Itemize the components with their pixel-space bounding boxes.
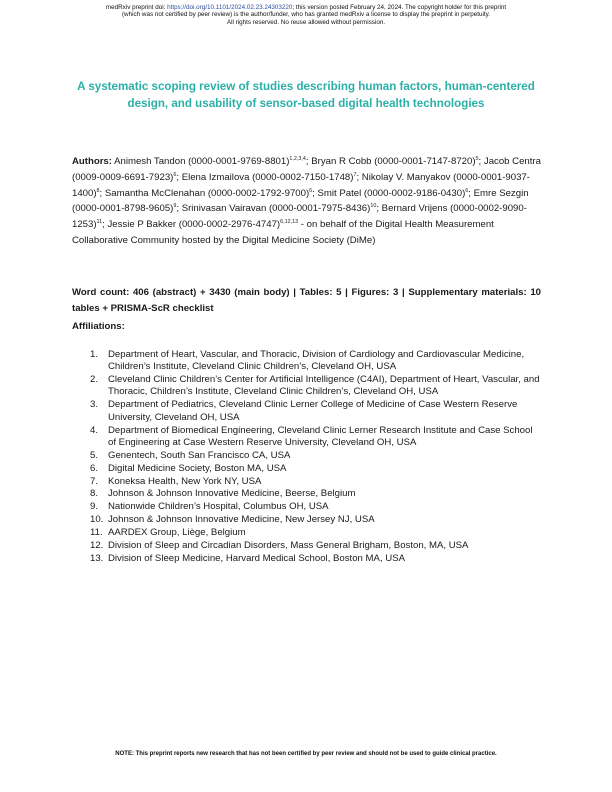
affiliation-item xyxy=(90,374,542,399)
affiliation-number: 5. xyxy=(90,449,99,461)
affiliation-item xyxy=(90,476,542,488)
author-affiliation-marker: 11 xyxy=(96,219,103,226)
author-orcid: (0000-0001-7975-8436) xyxy=(266,203,371,215)
author-orcid: (0000-0002-9186-0430) xyxy=(361,187,466,199)
affiliation-item xyxy=(90,553,542,565)
preprint-footer-note: NOTE: This preprint reports new research that has not been certified by peer review and should not be used to guide clinical practice. xyxy=(115,751,497,757)
affiliation-number: 9. xyxy=(90,501,99,513)
affiliation-number: 2. xyxy=(90,374,99,386)
affiliation-text: Department of Biomedical Engineering, Cleveland Clinic Lerner Research Institute and Case School of Engineering at Case Western Reserve University, Cleveland OH, USA xyxy=(108,424,533,448)
affiliation-text: Division of Sleep Medicine, Harvard Medical School, Boston MA, USA xyxy=(108,552,406,564)
author-name: Smit Patel xyxy=(317,187,362,199)
affiliation-number: 6. xyxy=(90,462,99,474)
author-affiliation-marker: 6 xyxy=(173,171,177,178)
affiliation-number: 7. xyxy=(90,475,99,487)
author-entry xyxy=(311,156,478,167)
author-name: Samantha McClenahan xyxy=(104,187,206,199)
author-name: Jessie P Bakker xyxy=(107,219,177,231)
author-name: Nikolay V. Manyakov xyxy=(361,171,451,183)
affiliation-number: 12. xyxy=(90,539,104,551)
affiliation-number: 4. xyxy=(90,424,99,436)
affiliation-item xyxy=(90,527,542,539)
author-orcid: (0000-0002-9090-1253) xyxy=(72,203,527,231)
affiliation-item xyxy=(90,463,542,475)
authors-block xyxy=(72,154,542,249)
author-affiliation-marker: 7 xyxy=(353,171,357,178)
author-entry xyxy=(318,188,469,199)
authors-label: Authors: xyxy=(72,156,112,167)
affiliation-number: 11. xyxy=(90,527,103,539)
affiliation-item xyxy=(90,514,542,526)
author-entry xyxy=(108,219,299,230)
header-line-1 xyxy=(0,4,612,11)
affiliation-text: Nationwide Children’s Hospital, Columbus OH, USA xyxy=(108,501,329,513)
doi-link[interactable]: https://doi.org/10.1101/2024.02.23.24303220 xyxy=(167,4,293,11)
affiliation-number: 8. xyxy=(90,488,99,500)
author-affiliation-marker: 9 xyxy=(173,203,177,210)
affiliation-text: Koneksa Health, New York NY, USA xyxy=(108,475,262,487)
header-line-3: All rights reserved. No reuse allowed without permission. xyxy=(226,18,386,26)
affiliation-item xyxy=(90,540,542,552)
affiliation-text: Department of Pediatrics, Cleveland Clinic Lerner College of Medicine of Case Western Reserve University, Cleveland OH, USA xyxy=(108,399,518,423)
author-affiliation-marker: 6,12,13 xyxy=(280,219,299,226)
author-affiliation-marker: 6 xyxy=(309,187,313,194)
affiliation-text: Digital Medicine Society, Boston MA, USA xyxy=(108,462,287,474)
affiliation-number: 13. xyxy=(90,552,104,564)
affiliation-text: Johnson & Johnson Innovative Medicine, New Jersey NJ, USA xyxy=(108,514,375,526)
author-orcid: (0000-0001-9037-1400) xyxy=(72,171,530,199)
paper-title: A systematic scoping review of studies describing human factors, human-centered design, and usability of sensor-based digital health technologies xyxy=(77,80,535,110)
affiliation-item xyxy=(90,349,542,374)
header-line-1-rest: ; this version posted February 24, 2024. The copyright holder for this preprint xyxy=(292,4,507,11)
author-name: Bernard Vrijens xyxy=(381,203,448,215)
affiliation-item xyxy=(90,450,542,462)
author-name: Emre Sezgin xyxy=(473,187,529,199)
author-orcid: (0009-0009-6691-7923) xyxy=(72,171,174,183)
author-name: Srinivasan Vairavan xyxy=(181,203,267,215)
author-orcid: (0000-0002-7150-1748) xyxy=(249,171,354,183)
affiliation-text: Department of Heart, Vascular, and Thoracic, Division of Cardiology and Cardiovascular Medicine, Children’s Institute, Cleveland Clinic Children’s, Cleveland OH, USA xyxy=(108,349,525,373)
author-affiliation-marker: 8 xyxy=(96,187,100,194)
author-list: Animesh Tandon $(0000-0001-9769-8801)^{1,2,3,4}$; Bryan R Cobb $(0000-0001-7147-8720)^5$; Jacob Centra $(0009-0009-6691-7923)^6$; Elena Izmailova $(0000-0002-7150-1748)^7$; Nikolay V. Manyakov $(0000-0001-9037-1400)^8$; Samantha McClenahan $(0000-0002-1792-9700)^6$; Smit Patel $(0000-0002-9186-0430)^6$; Emre Sezgin $(0000-0001-8798-9605)^9$; Srinivasan Vairavan $(0000-0001-7975-8436)^{10}$; Bernard Vrijens $(0000-0002-9090-1253)^{11}$; Jessie P Bakker $(0000-0002-2976-4747)^{6,12,13}$ xyxy=(72,156,541,231)
author-name: Jacob Centra xyxy=(483,156,541,167)
author-orcid: (0000-0002-2976-4747) xyxy=(176,219,281,231)
affiliation-number: 3. xyxy=(90,399,99,411)
author-entry xyxy=(114,156,306,167)
affiliation-item xyxy=(90,425,542,450)
affiliation-text: AARDEX Group, Liège, Belgium xyxy=(108,527,246,539)
author-entry xyxy=(105,188,312,199)
author-affiliation-marker: 6 xyxy=(465,187,469,194)
author-entry xyxy=(182,203,377,214)
author-affiliation-marker: 10 xyxy=(370,203,377,210)
affiliations-heading: Affiliations: xyxy=(72,321,125,332)
affiliation-item xyxy=(90,501,542,513)
affiliations-list xyxy=(90,349,542,566)
author-entry xyxy=(182,172,357,183)
author-orcid: (0000-0001-8798-9605) xyxy=(72,203,174,215)
author-orcid: (0000-0002-1792-9700) xyxy=(205,187,310,199)
affiliation-text: Johnson & Johnson Innovative Medicine, Beerse, Belgium xyxy=(108,488,356,500)
author-affiliation-marker: 1,2,3,4 xyxy=(289,156,306,162)
author-name: Bryan R Cobb xyxy=(311,156,372,167)
header-line-2: (which was not certified by peer review) is the author/funder, who has granted medRxiv a license to display the preprint in perpetuity. xyxy=(121,11,491,19)
affiliation-number: 1. xyxy=(90,349,99,360)
preprint-header xyxy=(0,4,612,26)
word-count: Word count: 406 (abstract) + 3430 (main body) | Tables: 5 | Figures: 3 | Supplementary materials: 10 tables + PRISMA-ScR checklist xyxy=(72,287,541,314)
affiliation-item xyxy=(90,488,542,500)
affiliation-text: Genentech, South San Francisco CA, USA xyxy=(108,449,291,461)
author-orcid: (0000-0001-9769-8801) xyxy=(185,156,290,167)
authors-note: - on behalf of the Digital Health Measurement Collaborative Community hosted by the Digital Medicine Society (DiMe) xyxy=(72,219,494,246)
affiliation-text: Cleveland Clinic Children’s Center for Artificial Intelligence (C4AI), Department of Heart, Vascular, and Thoracic, Children’s Institute, Cleveland Clinic Children’s, Cleveland OH, USA xyxy=(108,374,540,398)
author-name: Animesh Tandon xyxy=(114,156,186,167)
affiliation-number: 10. xyxy=(90,514,104,526)
author-name: Elena Izmailova xyxy=(181,171,250,183)
header-prefix: medRxiv preprint doi: xyxy=(105,4,168,11)
affiliation-text: Division of Sleep and Circadian Disorders, Mass General Brigham, Boston, MA, USA xyxy=(108,539,469,551)
affiliation-item xyxy=(90,399,542,424)
author-orcid: (0000-0001-7147-8720) xyxy=(371,156,476,167)
author-affiliation-marker: 5 xyxy=(475,156,479,162)
